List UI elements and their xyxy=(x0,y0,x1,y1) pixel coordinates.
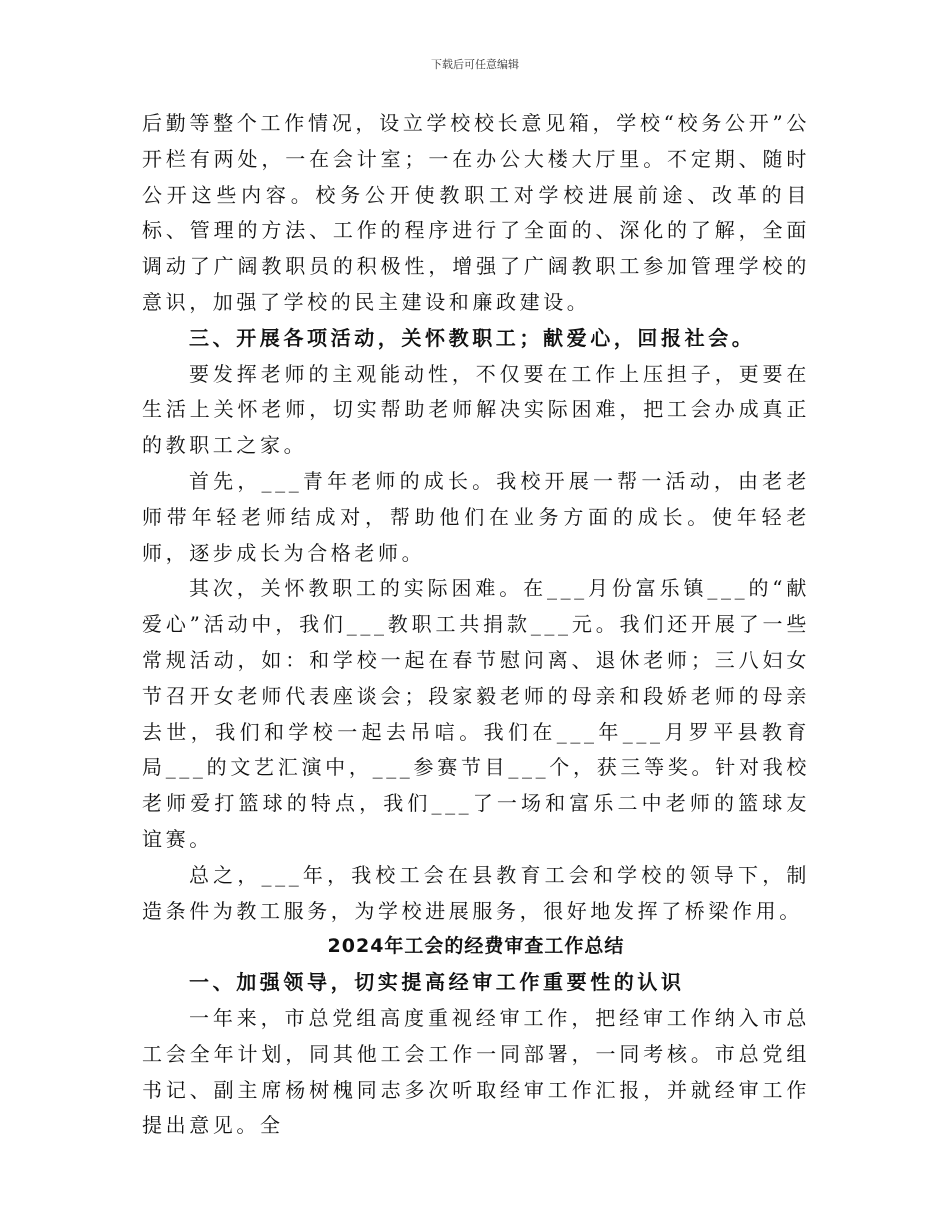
paragraph-leadership: 一年来，市总党组高度重视经审工作，把经审工作纳入市总工会全年计划，同其他工会工作一同部署，一同考核。市总党组书记、副主席杨树槐同志多次听取经审工作汇报，并就经审工作提出意见。全 xyxy=(142,1005,810,1138)
paragraph-care-teachers: 要发挥老师的主观能动性，不仅要在工作上压担子，更要在生活上关怀老师，切实帮助老师解决实际困难，把工会办成真正的教职工之家。 xyxy=(142,361,810,458)
paragraph-second: 其次，关怀教职工的实际困难。在___月份富乐镇___的“献爱心”活动中，我们___教职工共捐款___元。我们还开展了一些常规活动，如：和学校一起在春节慰问离、退休老师；三八妇女节召开女老师代表座谈会；段家毅老师的母亲和段娇老师的母亲去世，我们和学校一起去吊唁。我们在___年___月罗平县教育局___的文艺汇演中，___参赛节目___个，获三等奖。针对我校老师爱打篮球的特点，我们___了一场和富乐二中老师的篮球友谊赛。 xyxy=(142,576,810,851)
document-body xyxy=(142,106,810,1144)
paragraph-first: 首先，___青年老师的成长。我校开展一帮一活动，由老老师带年轻老师结成对，帮助他们在业务方面的成长。使年轻老师，逐步成长为合格老师。 xyxy=(142,468,810,565)
header-note: 下载后可任意编辑 xyxy=(431,58,519,71)
paragraph-continuation: 后勤等整个工作情况，设立学校校长意见箱，学校“校务公开”公开栏有两处，一在会计室；一在办公大楼大厅里。不定期、随时公开这些内容。校务公开使教职工对学校进展前途、改革的目标、管理的方法、工作的程序进行了全面的、深化的了解，全面调动了广阔教职员的积极性，增强了广阔教职工参加管理学校的意识，加强了学校的民主建设和廉政建设。 xyxy=(142,111,810,314)
section-heading-3: 三、开展各项活动，关怀教职工；献爱心，回报社会。 xyxy=(189,325,756,350)
paragraph-summary: 总之，___年，我校工会在县教育工会和学校的领导下，制造条件为教工服务，为学校进展服务，很好地发挥了桥梁作用。 xyxy=(142,862,810,923)
document-title: 2024年工会的经费审查工作总结 xyxy=(327,935,625,958)
section-heading-1: 一、加强领导，切实提高经审工作重要性的认识 xyxy=(189,970,685,995)
